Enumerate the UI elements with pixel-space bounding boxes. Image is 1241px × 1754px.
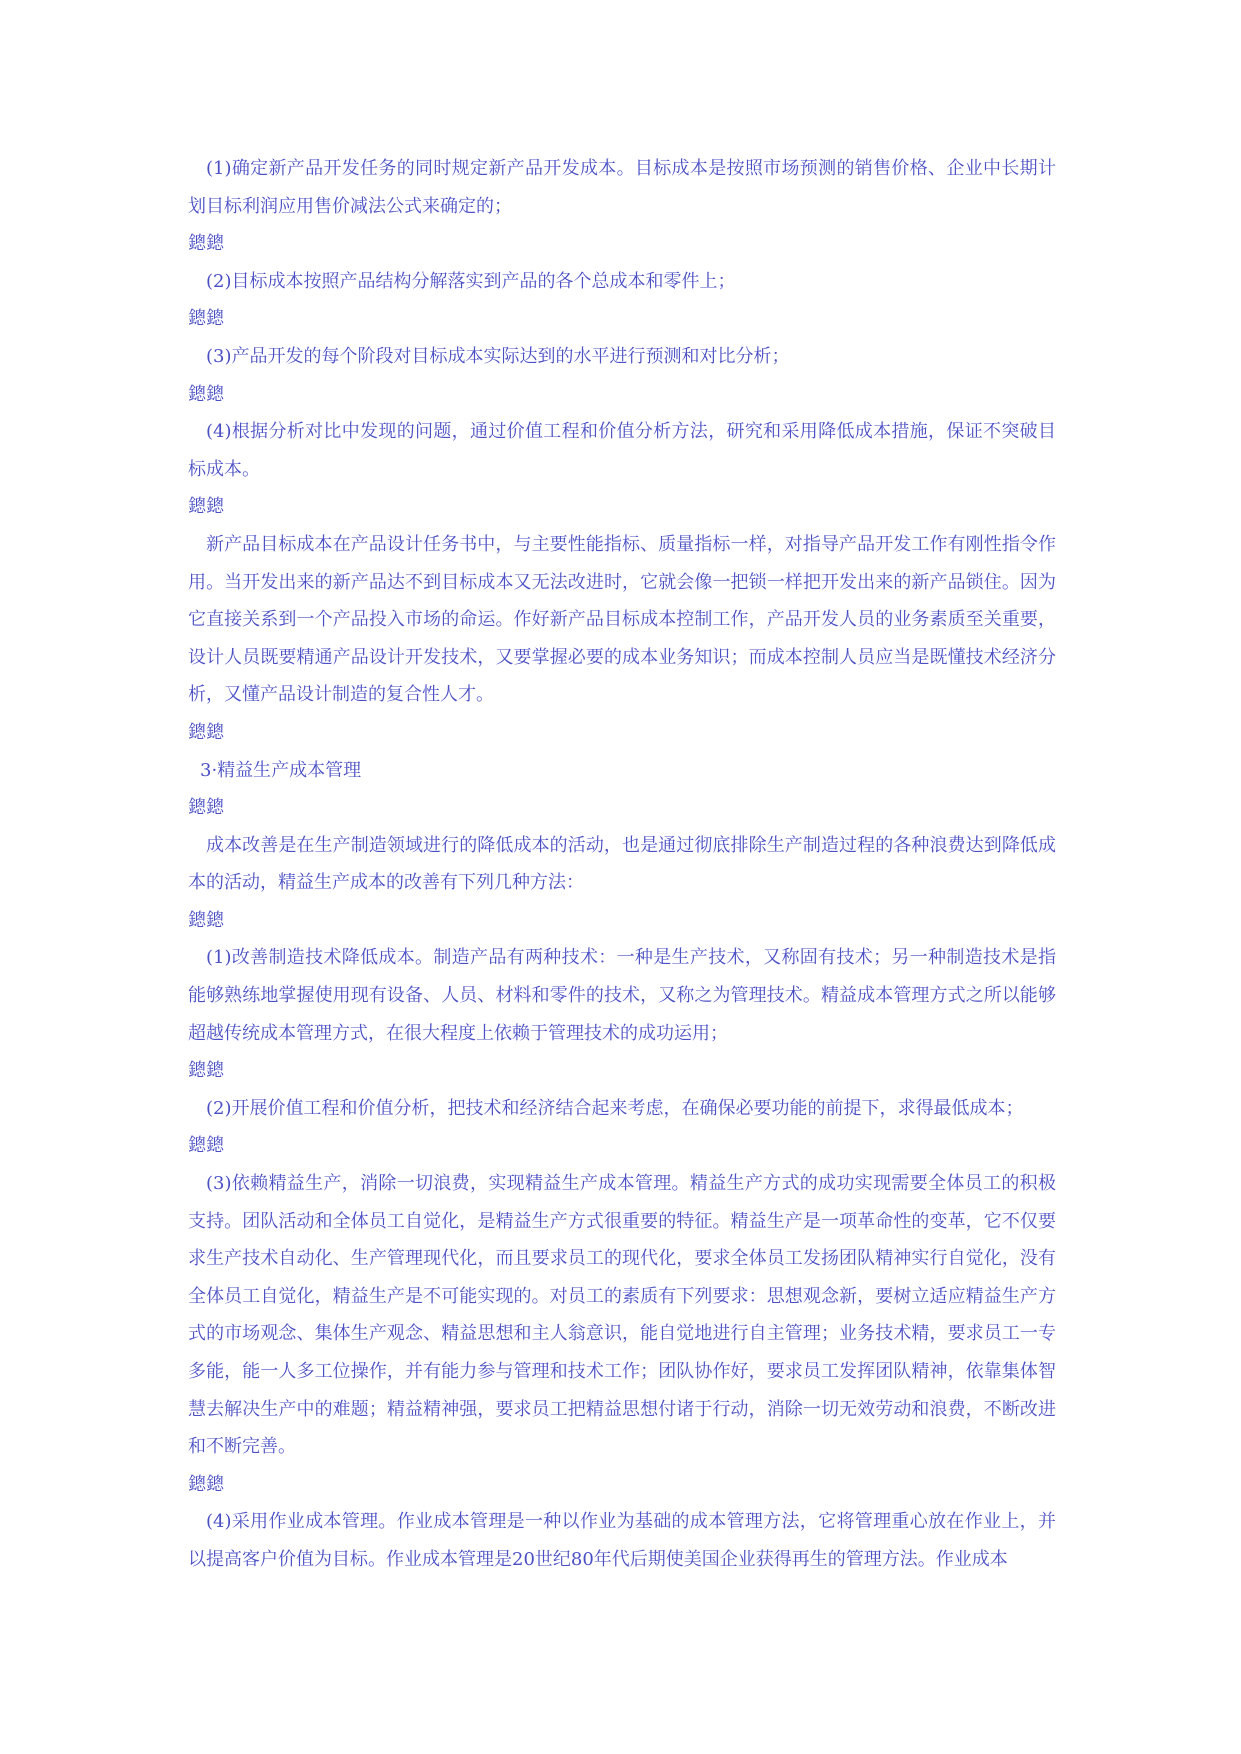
paragraph: (2)开展价值工程和价值分析，把技术和经济结合起来考虑，在确保必要功能的前提下，求得最低成本； <box>206 1097 1024 1119</box>
paragraph: 新产品目标成本在产品设计任务书中，与主要性能指标、质量指标一样，对指导产品开发工作有刚性指令作用。当开发出来的新产品达不到目标成本又无法改进时，它就会像一把锁一样把开发出来的新产品锁住。因为它直接关系到一个产品投入市场的命运。作好新产品目标成本控制工作，产品开发人员的业务素质至关重要，设计人员既要精通产品设计开发技术，又要掌握必要的成本业务知识；而成本控制人员应当是既懂技术经济分析，又懂产品设计制造的复合性人才。 <box>188 533 1056 706</box>
section-heading: 3·精益生产成本管理 <box>200 759 362 781</box>
separator-text: 鏓鏓 <box>188 797 224 819</box>
paragraph: (1)改善制造技术降低成本。制造产品有两种技术：一种是生产技术，又称固有技术；另一种制造技术是指能够熟练地掌握使用现有设备、人员、材料和零件的技术，又称之为管理技术。精益成本管理方式之所以能够超越传统成本管理方式，在很大程度上依赖于管理技术的成功运用； <box>188 947 1056 1044</box>
separator-text: 鏓鏓 <box>188 1473 224 1495</box>
paragraph: (1)确定新产品开发任务的同时规定新产品开发成本。目标成本是按照市场预测的销售价格、企业中长期计划目标利润应用售价减法公式来确定的； <box>188 158 1056 217</box>
paragraph: (3)产品开发的每个阶段对目标成本实际达到的水平进行预测和对比分析； <box>206 345 790 367</box>
paragraph: 成本改善是在生产制造领域进行的降低成本的活动，也是通过彻底排除生产制造过程的各种浪费达到降低成本的活动，精益生产成本的改善有下列几种方法： <box>188 834 1056 894</box>
separator-text: 鏓鏓 <box>188 909 224 931</box>
paragraph: (4)采用作业成本管理。作业成本管理是一种以作业为基础的成本管理方法，它将管理重心放在作业上，并以提高客户价值为目标。作业成本管理是20世纪80年代后期使美国企业获得再生的管理方法。作业成本 <box>188 1511 1056 1570</box>
separator-text: 鏓鏓 <box>188 383 224 405</box>
paragraph: (4)根据分析对比中发现的问题，通过价值工程和价值分析方法，研究和采用降低成本措施，保证不突破目标成本。 <box>188 421 1056 480</box>
separator-text: 鏓鏓 <box>188 721 224 743</box>
document-body <box>188 150 1056 1579</box>
separator-text: 鏓鏓 <box>188 233 224 255</box>
paragraph: (2)目标成本按照产品结构分解落实到产品的各个总成本和零件上； <box>206 270 736 292</box>
paragraph: (3)依赖精益生产，消除一切浪费，实现精益生产成本管理。精益生产方式的成功实现需要全体员工的积极支持。团队活动和全体员工自觉化，是精益生产方式很重要的特征。精益生产是一项革命性的变革，它不仅要求生产技术自动化、生产管理现代化，而且要求员工的现代化，要求全体员工发扬团队精神实行自觉化，没有全体员工自觉化，精益生产是不可能实现的。对员工的素质有下列要求：思想观念新，要树立适应精益生产方式的市场观念、集体生产观念、精益思想和主人翁意识，能自觉地进行自主管理；业务技术精，要求员工一专多能，能一人多工位操作，并有能力参与管理和技术工作；团队协作好，要求员工发挥团队精神，依靠集体智慧去解决生产中的难题；精益精神强，要求员工把精益思想付诸于行动，消除一切无效劳动和浪费，不断改进和不断完善。 <box>188 1173 1056 1458</box>
separator-text: 鏓鏓 <box>188 308 224 330</box>
separator-text: 鏓鏓 <box>188 496 224 518</box>
separator-text: 鏓鏓 <box>188 1060 224 1082</box>
separator-text: 鏓鏓 <box>188 1135 224 1157</box>
